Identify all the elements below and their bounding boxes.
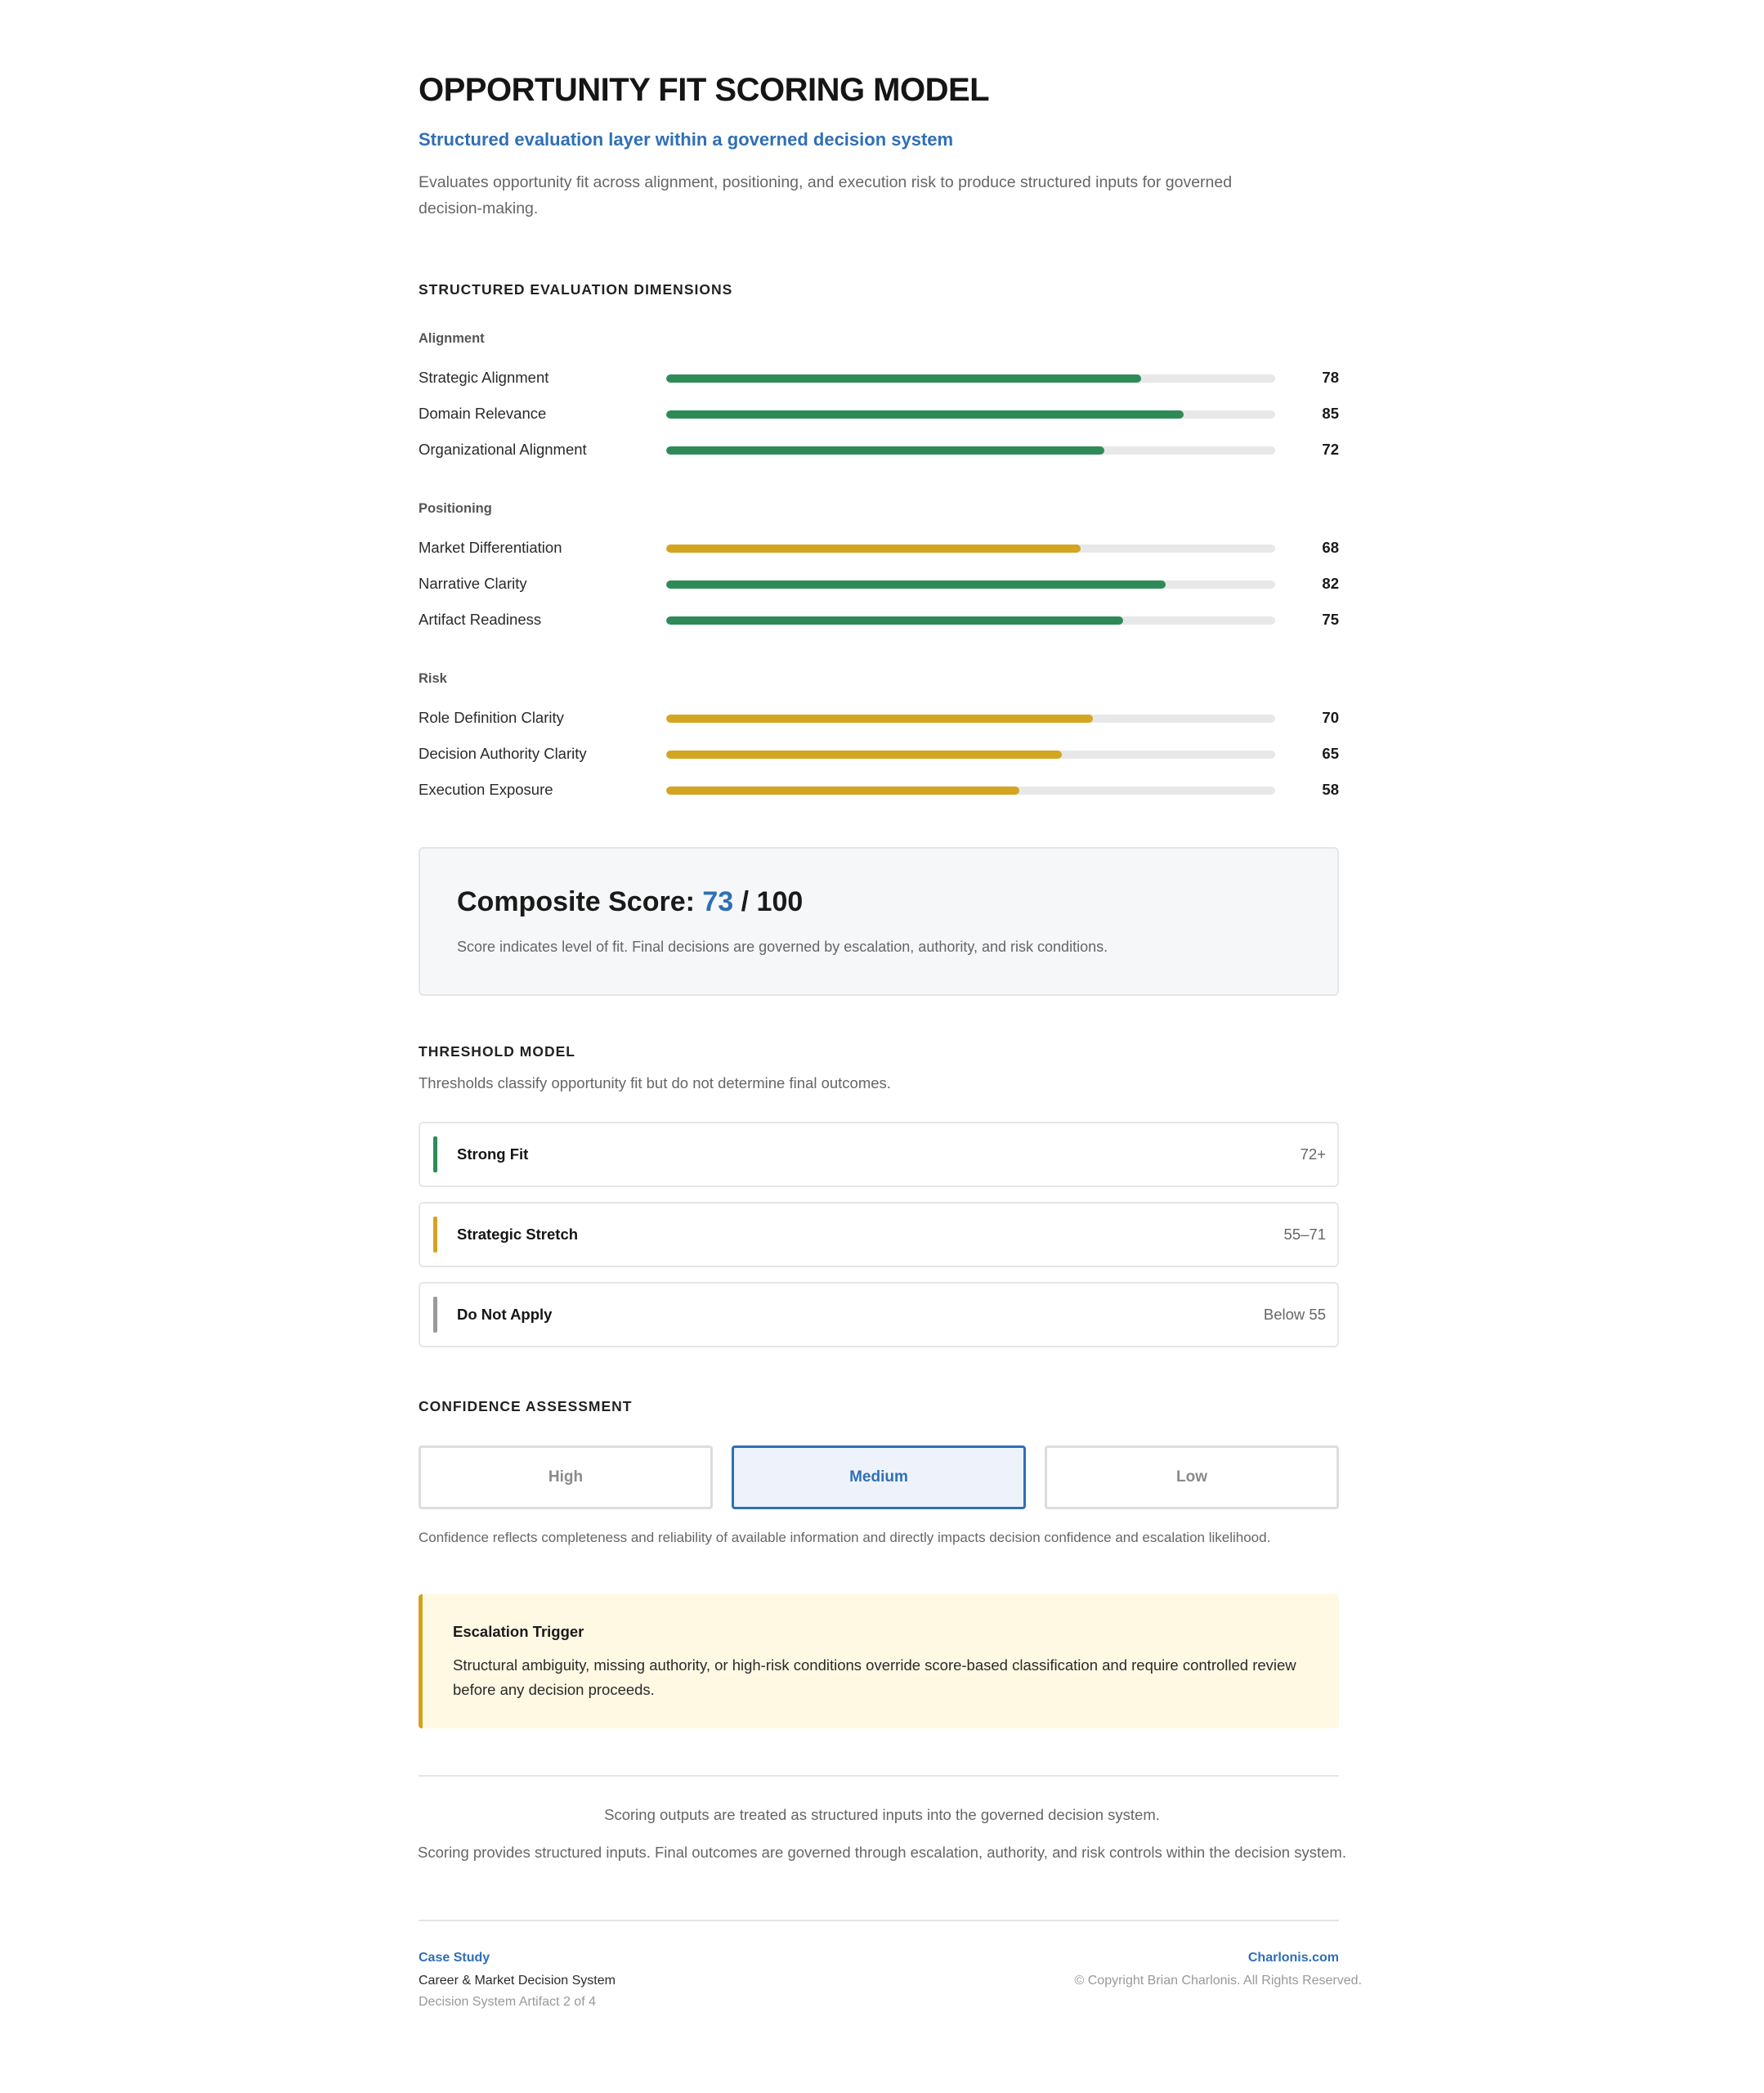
dimension-bar-track [666, 374, 1275, 383]
dimension-score: 70 [1322, 709, 1339, 726]
threshold-name: Strong Fit [457, 1145, 529, 1163]
dimension-score: 82 [1322, 575, 1339, 592]
closing-line-1: Scoring outputs are treated as structured inputs into the governed decision system. [604, 1806, 1160, 1823]
dimension-bar-track [666, 580, 1275, 589]
page-intro: Evaluates opportunity fit across alignment, positioning, and execution risk to produce structured inputs for governed decision-making. [419, 173, 1233, 217]
threshold-range: 72+ [1300, 1145, 1326, 1163]
case-study-link[interactable]: Case Study [419, 1951, 490, 1965]
dimension-row [419, 439, 1339, 462]
dimension-bar-track [666, 751, 1275, 759]
composite-score-title [457, 886, 803, 918]
composite-score-note: Score indicates level of fit. Final decisions are governed by escalation, authority, and risk conditions. [457, 939, 1108, 955]
confidence-note: Confidence reflects completeness and reliability of available information and directly impacts decision confidence and escalation likelihood. [419, 1530, 1271, 1545]
page-subtitle: Structured evaluation layer within a governed decision system [419, 129, 954, 150]
dimension-label: Decision Authority Clarity [419, 745, 587, 762]
dimension-bar-track [666, 787, 1275, 795]
dimension-row [419, 403, 1339, 426]
dimension-score: 65 [1322, 745, 1339, 762]
dimension-label: Narrative Clarity [419, 575, 527, 592]
dimension-label: Organizational Alignment [419, 441, 587, 458]
dimension-row [419, 573, 1339, 596]
dimension-bar-track [666, 715, 1275, 723]
threshold-range: Below 55 [1263, 1306, 1326, 1323]
confidence-option-low[interactable]: Low [1045, 1445, 1339, 1509]
threshold-heading: THRESHOLD MODEL [419, 1043, 575, 1060]
threshold-color-bar [433, 1297, 437, 1333]
composite-score-suffix: / 100 [733, 886, 804, 917]
escalation-callout [419, 1594, 1339, 1728]
dimension-label: Market Differentiation [419, 539, 562, 556]
composite-score-label: Composite Score: [457, 886, 703, 917]
closing-line-2: Scoring provides structured inputs. Final outcomes are governed through escalation, authority, and risk controls within the decision system. [418, 1844, 1346, 1861]
threshold-card-strong-fit [419, 1122, 1339, 1187]
dimension-row [419, 609, 1339, 632]
dimension-bar-track [666, 616, 1275, 625]
page-title: OPPORTUNITY FIT SCORING MODEL [419, 72, 990, 108]
dimension-row [419, 779, 1339, 802]
dimension-bar-fill [666, 787, 1019, 795]
dimension-bar-fill [666, 715, 1093, 723]
copyright: © Copyright Brian Charlonis. All Rights Reserved. [1074, 1974, 1362, 1988]
threshold-color-bar [433, 1217, 437, 1253]
dimension-bar-fill [666, 374, 1141, 383]
dimension-bar-fill [666, 446, 1104, 455]
threshold-range: 55–71 [1283, 1226, 1326, 1243]
dimension-bar-fill [666, 410, 1184, 419]
dimension-score: 78 [1322, 369, 1339, 386]
dimension-bar-fill [666, 616, 1123, 625]
escalation-title: Escalation Trigger [453, 1623, 584, 1640]
dimension-score: 72 [1322, 441, 1339, 458]
dimension-score: 58 [1322, 781, 1339, 798]
system-name: Career & Market Decision System [419, 1974, 616, 1988]
dimension-label: Role Definition Clarity [419, 709, 564, 726]
dimensions-heading: STRUCTURED EVALUATION DIMENSIONS [419, 281, 733, 298]
group-label-risk: Risk [419, 671, 447, 686]
dimension-label: Execution Exposure [419, 781, 553, 798]
divider [419, 1920, 1339, 1921]
dimension-row [419, 743, 1339, 766]
confidence-option-medium[interactable]: Medium [732, 1445, 1026, 1509]
artifact-label: Decision System Artifact 2 of 4 [419, 1995, 596, 2009]
threshold-card-strategic-stretch [419, 1202, 1339, 1267]
threshold-name: Strategic Stretch [457, 1226, 579, 1243]
dimension-score: 68 [1322, 539, 1339, 556]
dimension-bar-track [666, 446, 1275, 455]
confidence-heading: CONFIDENCE ASSESSMENT [419, 1398, 633, 1414]
dimension-bar-track [666, 545, 1275, 553]
threshold-color-bar [433, 1136, 437, 1172]
dimension-score: 85 [1322, 405, 1339, 422]
dimension-bar-fill [666, 751, 1062, 759]
site-link[interactable]: Charlonis.com [1247, 1951, 1339, 1965]
dimension-bar-track [666, 410, 1275, 419]
dimension-score: 75 [1322, 611, 1339, 628]
group-label-positioning: Positioning [419, 501, 492, 516]
dimension-label: Artifact Readiness [419, 611, 542, 628]
dimension-bar-fill [666, 580, 1166, 589]
dimension-row [419, 707, 1339, 730]
confidence-option-high[interactable]: High [419, 1445, 713, 1509]
dimension-label: Domain Relevance [419, 405, 547, 422]
group-label-alignment: Alignment [419, 331, 485, 346]
composite-score-value: 73 [702, 886, 734, 917]
divider [419, 1775, 1339, 1777]
threshold-description: Thresholds classify opportunity fit but do not determine final outcomes. [419, 1074, 891, 1091]
threshold-card-do-not-apply [419, 1282, 1339, 1347]
dimension-row [419, 537, 1339, 560]
dimension-label: Strategic Alignment [419, 369, 549, 386]
dimension-row [419, 367, 1339, 390]
dimension-bar-fill [666, 545, 1081, 553]
threshold-name: Do Not Apply [457, 1306, 553, 1323]
composite-score-card [419, 847, 1339, 996]
escalation-body: Structural ambiguity, missing authority, or high-risk conditions override score-based classification and require controlled review before any decision proceeds. [453, 1656, 1296, 1698]
